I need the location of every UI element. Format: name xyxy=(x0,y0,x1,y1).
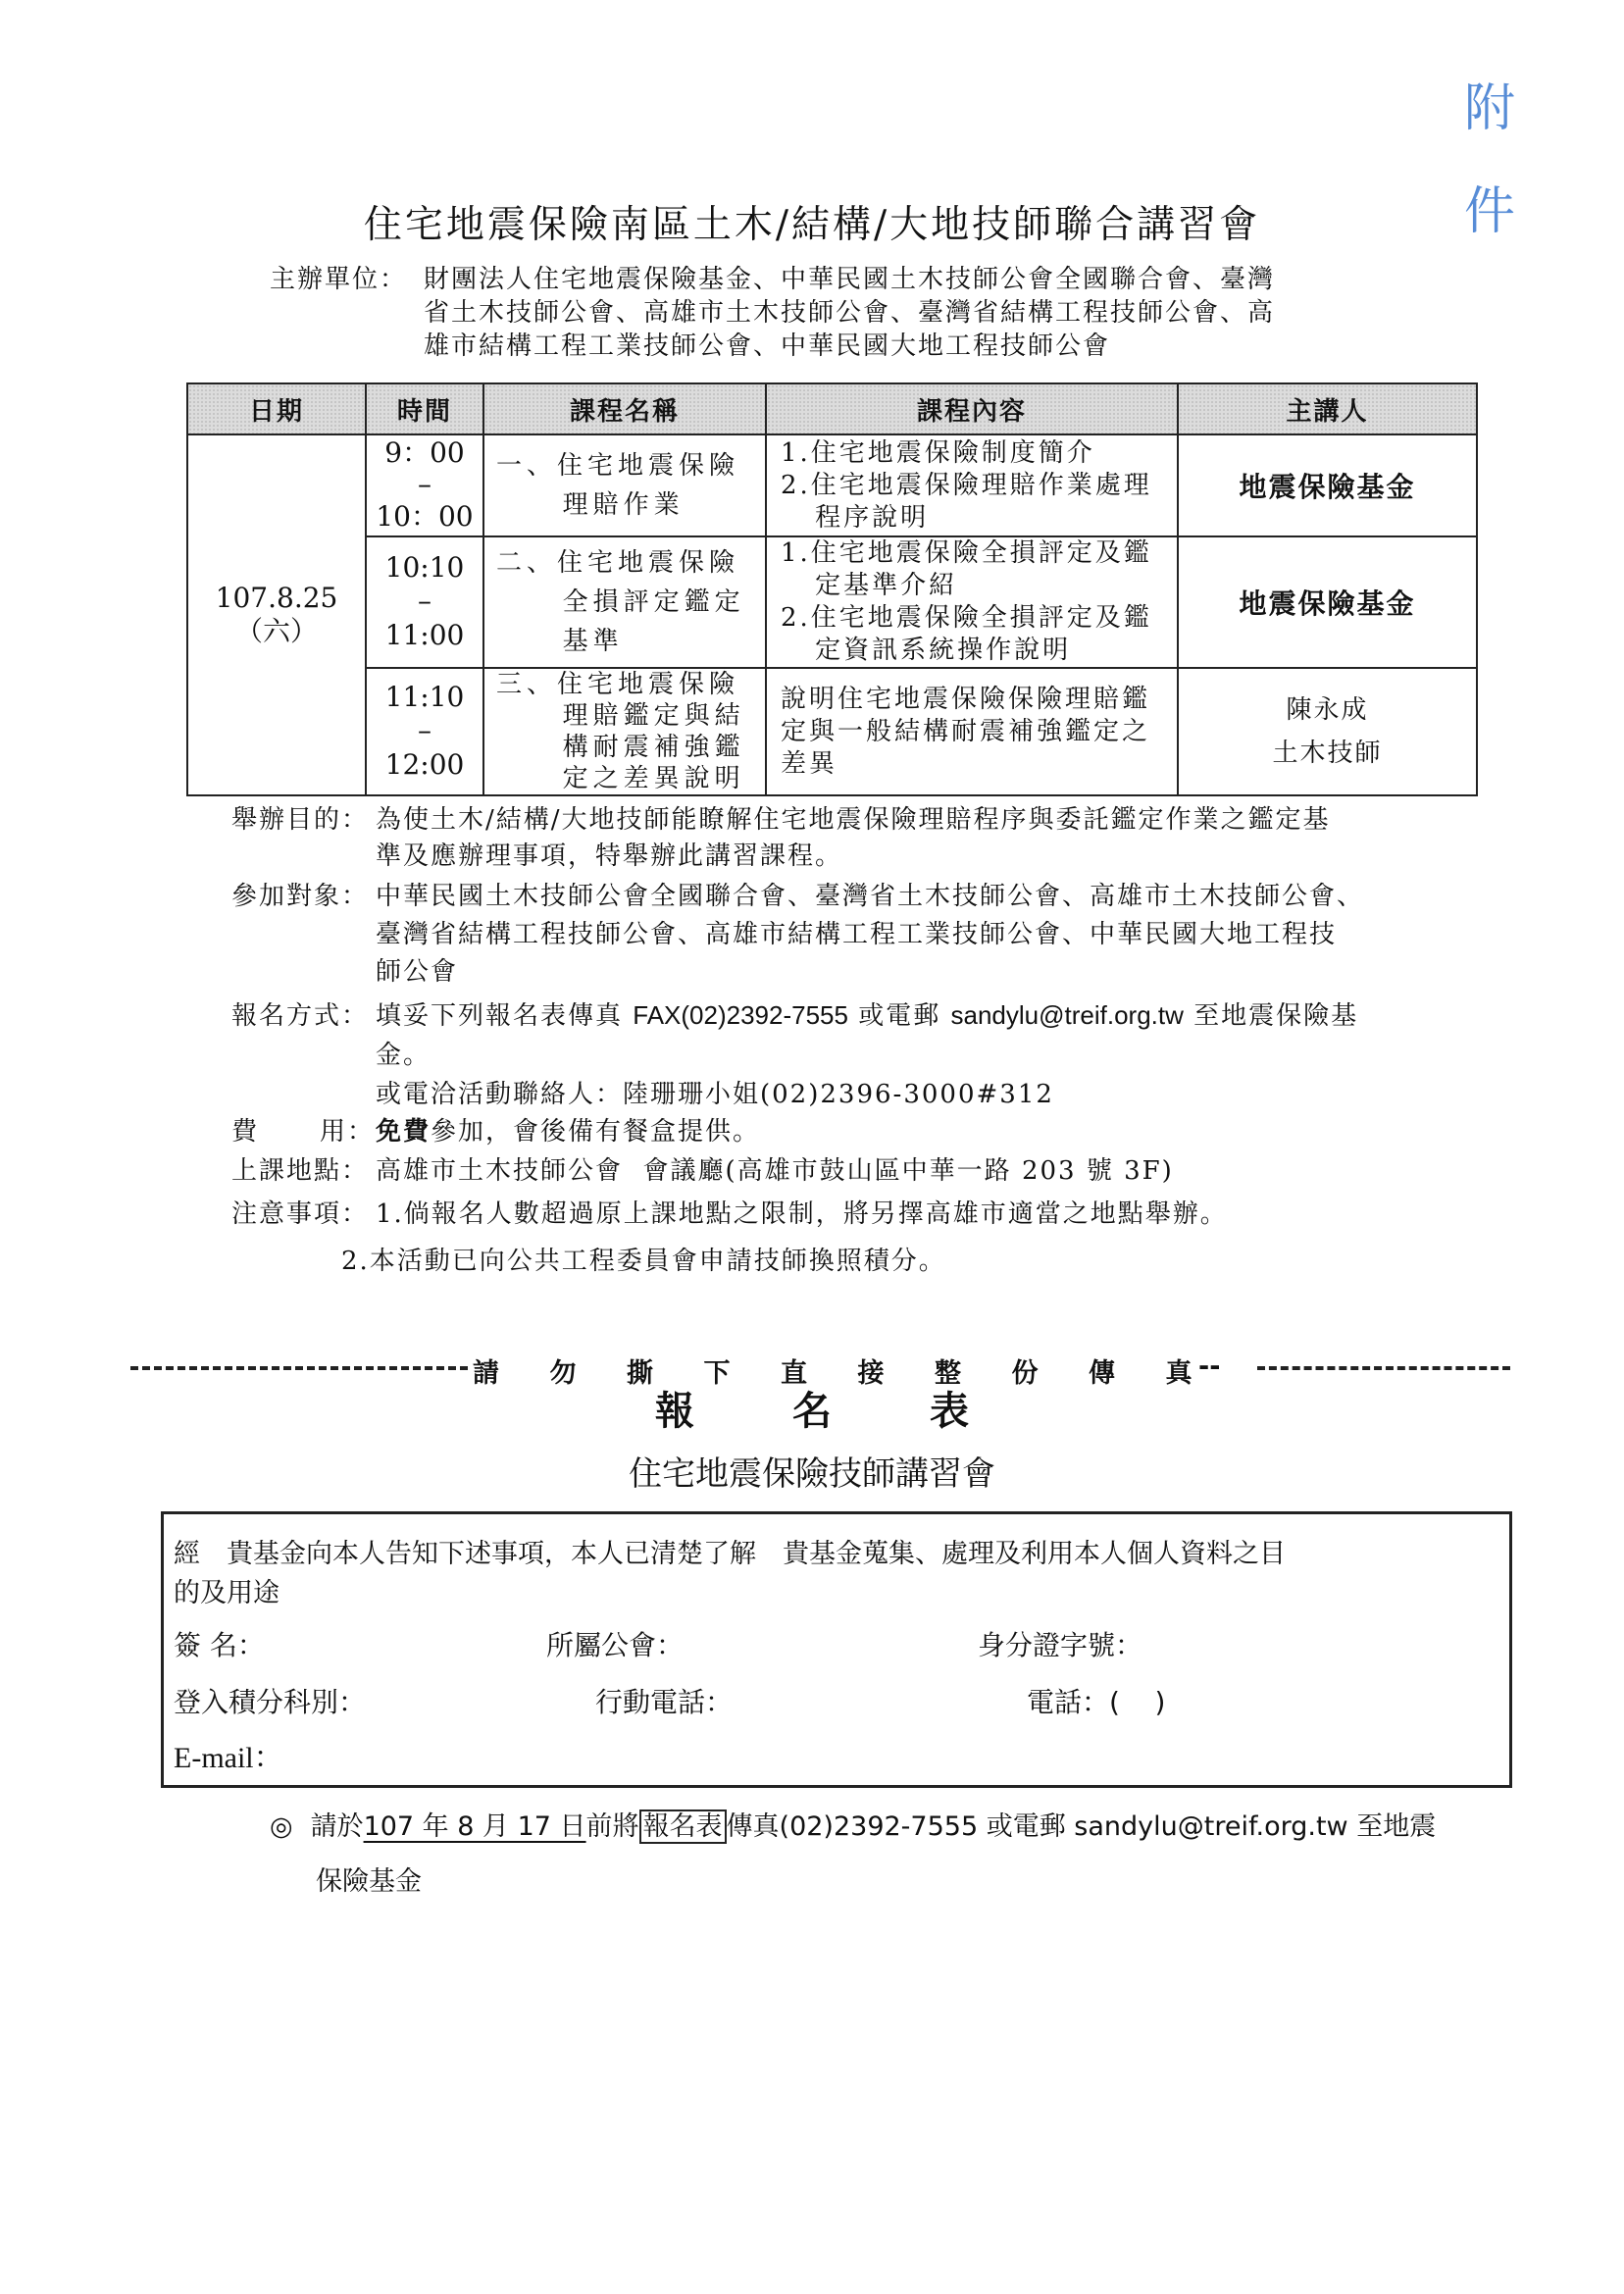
association-field[interactable]: 所屬公會： xyxy=(546,1629,685,1661)
time-start: 10:10 xyxy=(384,551,465,584)
header-time: 時間 xyxy=(366,383,483,434)
content-item: 2.住宅地震保險理賠作業處理程序說明 xyxy=(781,470,1152,533)
mobile-field[interactable]: 行動電話： xyxy=(595,1686,734,1718)
time-start: 11:10 xyxy=(384,681,465,713)
cut-line-char: 整 xyxy=(935,1358,961,1389)
purpose-label: 舉辦目的： xyxy=(231,805,370,835)
cut-line-tail: -- xyxy=(1198,1351,1221,1382)
email-field[interactable]: E-mail： xyxy=(174,1742,283,1774)
date-value: 107.8.25 xyxy=(215,582,338,614)
purpose-line-1: 為使土木/結構/大地技師能瞭解住宅地震保險理賠程序與委託鑑定作業之鑑定基 xyxy=(376,805,1331,835)
course-name-cell xyxy=(483,668,766,795)
purpose-row xyxy=(231,799,376,836)
phone-field[interactable]: 電話：( ) xyxy=(1027,1686,1166,1718)
annotation-char-2: 件 xyxy=(1464,182,1516,241)
course-name-cell xyxy=(483,434,766,536)
course-name: 住宅地震保險理賠作業 xyxy=(557,451,740,520)
fee-text xyxy=(376,1111,760,1147)
date-cell xyxy=(187,434,366,795)
organizers-line-3: 雄市結構工程工業技師公會、中華民國大地工程技師公會 xyxy=(424,331,1111,361)
audience-row xyxy=(231,876,376,912)
venue-text: 高雄市土木技師公會 會議廳(高雄市鼓山區中華一路 203 號 3F) xyxy=(376,1156,1174,1186)
time-start: 9：00 xyxy=(384,436,465,469)
form-name-boxed: 報名表 xyxy=(639,1810,727,1844)
footer-line-2: 保險基金 xyxy=(316,1866,422,1897)
cut-line-char: 請 xyxy=(473,1358,499,1389)
course-name-cell xyxy=(483,536,766,668)
venue-row xyxy=(231,1150,376,1187)
fax-number: FAX(02)2392-7555 xyxy=(633,1000,848,1030)
header-speaker: 主講人 xyxy=(1178,383,1477,434)
schedule-table xyxy=(186,382,1478,796)
organizers-line-1: 財團法人住宅地震保險基金、中華民國土木技師公會全國聯合會、臺灣 xyxy=(424,265,1276,294)
time-cell xyxy=(366,536,483,668)
page-title: 住宅地震保險南區土木/結構/大地技師聯合講習會 xyxy=(363,203,1261,247)
venue-label: 上課地點： xyxy=(231,1156,370,1186)
header-course-name: 課程名稱 xyxy=(483,383,766,434)
course-prefix: 二、 xyxy=(496,548,558,578)
registration-row xyxy=(231,995,376,1032)
cut-line-char: 下 xyxy=(703,1358,731,1389)
fee-rest: 參加，會後備有餐盒提供。 xyxy=(431,1117,761,1147)
speaker-cell xyxy=(1178,434,1477,536)
table-row xyxy=(187,668,1477,795)
table-row xyxy=(187,536,1477,668)
time-separator: – xyxy=(418,714,431,746)
credit-category-field[interactable]: 登入積分科別： xyxy=(174,1686,367,1718)
weekday-value: （六） xyxy=(234,615,318,647)
schedule-header-row xyxy=(187,383,1477,434)
id-number-field[interactable]: 身分證字號： xyxy=(978,1629,1143,1661)
consent-line-1: 經 貴基金向本人告知下述事項，本人已清楚了解 貴基金蒐集、處理及利用本人個人資料之目 xyxy=(174,1539,1286,1569)
cut-line-right xyxy=(1257,1366,1510,1370)
course-name: 住宅地震保險全損評定鑑定基準 xyxy=(557,548,745,656)
notes-label: 注意事項： xyxy=(231,1199,370,1229)
registration-text: 至地震保險基 xyxy=(1183,1001,1359,1031)
audience-line-3: 師公會 xyxy=(376,957,459,987)
content-item: 說明住宅地震保險保險理賠鑑定與一般結構耐震補強鑑定之差異 xyxy=(781,684,1151,779)
fee-label xyxy=(231,1111,376,1147)
notes-row xyxy=(231,1194,376,1230)
contact-line: 或電洽活動聯絡人：陸珊珊小姐(02)2396-3000#312 xyxy=(376,1080,1054,1109)
table-row xyxy=(187,434,1477,536)
audience-line-2: 臺灣省結構工程技師公會、高雄市結構工程工業技師公會、中華民國大地工程技 xyxy=(376,920,1338,949)
fee-free: 免費 xyxy=(376,1117,431,1147)
time-separator: – xyxy=(418,585,431,617)
form-title-char: 名 xyxy=(792,1389,832,1434)
cut-line-char: 接 xyxy=(857,1358,885,1389)
content-item: 2.住宅地震保險全損評定及鑑定資訊系統操作說明 xyxy=(781,603,1152,665)
content-item: 1.住宅地震保險制度簡介 xyxy=(781,437,1095,468)
speaker-cell xyxy=(1178,668,1477,795)
audience-line-1: 中華民國土木技師公會全國聯合會、臺灣省土木技師公會、高雄市土木技師公會、 xyxy=(376,882,1365,911)
email-link[interactable]: sandylu@treif.org.tw xyxy=(950,1000,1184,1030)
header-course-content: 課程內容 xyxy=(766,383,1178,434)
annotation-char-1: 附 xyxy=(1464,79,1516,138)
note-item-1: 1.倘報名人數超過原上課地點之限制，將另擇高雄市適當之地點舉辦。 xyxy=(376,1199,1228,1229)
deadline: 107 年 8 月 17 日 xyxy=(363,1811,586,1842)
footer-line-1 xyxy=(270,1805,1436,1843)
purpose-line-2: 準及應辦理事項，特舉辦此講習課程。 xyxy=(376,841,843,871)
time-cell xyxy=(366,668,483,795)
course-content-cell xyxy=(766,668,1178,795)
content-item: 1.住宅地震保險全損評定及鑑定基準介紹 xyxy=(781,538,1152,600)
speaker-name: 地震保險基金 xyxy=(1239,587,1416,620)
speaker-cell xyxy=(1178,536,1477,668)
registration-label: 報名方式： xyxy=(231,1001,370,1031)
footer-text: 請於 xyxy=(310,1811,364,1842)
footer-text: 傳真(02)2392-7555 或電郵 sandylu@treif.org.tw 至地震 xyxy=(726,1811,1437,1842)
time-end: 11:00 xyxy=(384,619,465,651)
time-end: 10：00 xyxy=(376,500,474,533)
time-end: 12:00 xyxy=(384,748,465,781)
registration-text: 或電郵 xyxy=(847,1001,951,1031)
double-circle-icon: ◎ xyxy=(270,1811,293,1842)
form-subtitle: 住宅地震保險技師講習會 xyxy=(629,1454,995,1494)
fee-row xyxy=(231,1111,376,1147)
time-separator: – xyxy=(418,468,431,500)
form-title-char: 報 xyxy=(655,1389,694,1434)
signature-field[interactable]: 簽 名： xyxy=(174,1629,265,1661)
time-cell xyxy=(366,434,483,536)
cut-line-char: 份 xyxy=(1011,1358,1039,1389)
speaker-title: 土木技師 xyxy=(1272,739,1383,768)
course-name: 住宅地震保險理賠鑑定與結構耐震補強鑑定之差異說明 xyxy=(557,670,745,793)
note-item-2: 2.本活動已向公共工程委員會申請技師換照積分。 xyxy=(341,1247,946,1276)
cut-line-left xyxy=(130,1366,468,1370)
cut-line-char: 直 xyxy=(781,1358,807,1389)
course-content-cell xyxy=(766,434,1178,536)
cut-line-char: 傳 xyxy=(1089,1358,1115,1389)
cut-line-char: 撕 xyxy=(627,1358,653,1389)
registration-text: 填妥下列報名表傳真 xyxy=(376,1001,634,1031)
organizers-line-2: 省土木技師公會、高雄市土木技師公會、臺灣省結構工程技師公會、高 xyxy=(424,298,1276,328)
course-prefix: 三、 xyxy=(496,670,558,699)
speaker-name: 地震保險基金 xyxy=(1239,471,1416,503)
form-title xyxy=(0,1380,1624,1436)
footer-text: 前將 xyxy=(585,1811,639,1842)
registration-line-2: 金。 xyxy=(376,1041,431,1070)
registration-form xyxy=(161,1511,1512,1788)
speaker-name: 陳永成 xyxy=(1286,695,1369,725)
course-content-cell xyxy=(766,536,1178,668)
cut-line-char: 勿 xyxy=(549,1358,577,1389)
fee-label-a: 費 xyxy=(231,1117,260,1147)
audience-label: 參加對象： xyxy=(231,882,370,911)
organizers-label: 主辦單位： xyxy=(270,265,408,294)
form-title-char: 表 xyxy=(930,1389,969,1434)
fee-label-b: 用： xyxy=(320,1117,376,1147)
header-date: 日期 xyxy=(187,383,366,434)
cut-line-char: 真 xyxy=(1165,1358,1193,1389)
registration-line-1 xyxy=(376,995,1358,1032)
consent-line-2: 的及用途 xyxy=(174,1578,279,1608)
course-prefix: 一、 xyxy=(496,451,558,481)
